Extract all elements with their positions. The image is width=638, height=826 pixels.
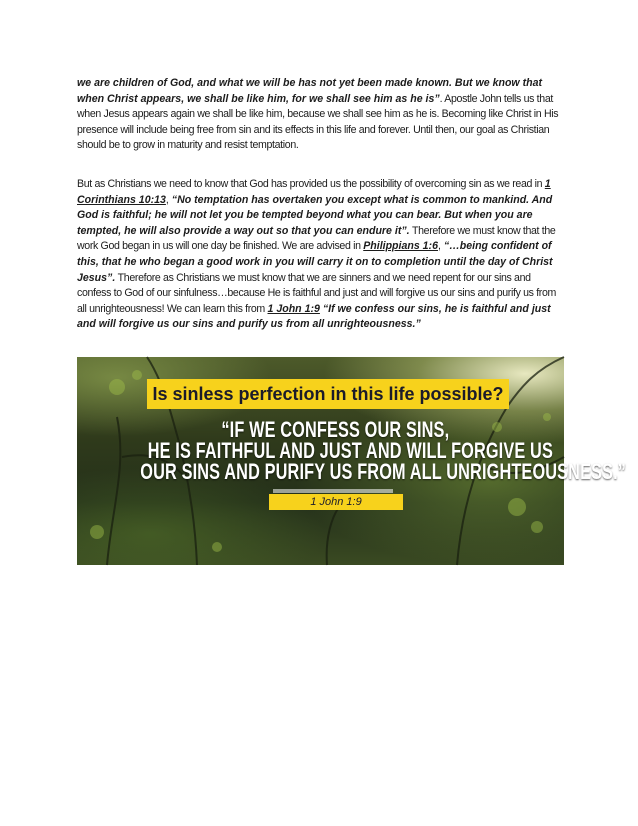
paragraph-2 xyxy=(77,177,565,333)
document-body xyxy=(77,76,565,333)
paragraph-2-text-a: But as Christians we need to know that God has provided us the possibility of overcoming sin as we read in xyxy=(77,177,545,190)
banner-quote-line: “IF WE CONFESS OUR SINS, xyxy=(221,417,450,442)
quote-1-john-3-2: we are children of God, and what we will be has not yet been made known. But we know that when Christ appears, we shall be like him, for we shall see him as he is” xyxy=(77,77,543,105)
scripture-ref-philippians: Philippians 1:6 xyxy=(363,240,438,253)
banner-quote-line: OUR SINS AND PURIFY US FROM ALL UNRIGHTEOUSNESS.” xyxy=(140,459,627,484)
quote-1-corinthians-10-13: “No temptation has overtaken you except what is common to mankind. And God is faithful; he will not let you be tempted beyond what you can bear. But when you are tempted, he will also provide a way out so that you can endure it”. xyxy=(77,193,553,237)
paragraph-1 xyxy=(77,76,565,154)
paragraph-2-text-c: Therefore we must know that the work God began in us will one day be finished. We are advised in xyxy=(77,224,556,253)
paragraph-2-text-b: , xyxy=(165,193,172,206)
paragraph-2-text-d: , xyxy=(437,240,444,253)
banner-quote-line: HE IS FAITHFUL AND JUST AND WILL FORGIVE US xyxy=(147,438,553,463)
paragraph-1-text: . Apostle John tells us that when Jesus appears again we shall be like him, because we shall see him as he is. Becoming like Christ in His presence will include being free from sin and its effects in this life and forever. Until then, our goal as Christian should be to grow in maturity and resist temptation. xyxy=(77,92,559,152)
paragraph-2-text-e: Therefore as Christians we must know that we are sinners and we need repent for our sins and confess to God of our sinfulness…because He is faithful and just and will forgive us our sins and purify us from all unrighteousness! We can learn this from xyxy=(77,271,556,315)
scripture-ref-1-john: 1 John 1:9 xyxy=(267,302,320,315)
scripture-ref-1-corinthians: 1 Corinthians 10:13 xyxy=(77,177,551,206)
scripture-banner-image xyxy=(77,357,627,565)
faded-reference-text xyxy=(273,489,393,493)
banner-quote xyxy=(140,417,627,484)
banner-title: Is sinless perfection in this life possible? xyxy=(147,379,509,409)
quote-1-john-1-9: “If we confess our sins, he is faithful and just and will forgive us our sins and purify us from all unrighteousness.” xyxy=(77,302,551,331)
banner-reference-label: 1 John 1:9 xyxy=(269,494,403,510)
quote-philippians-1-6: “…being confident of this, that he who began a good work in you will carry it on to completion until the day of Christ Jesus”. xyxy=(77,240,553,284)
